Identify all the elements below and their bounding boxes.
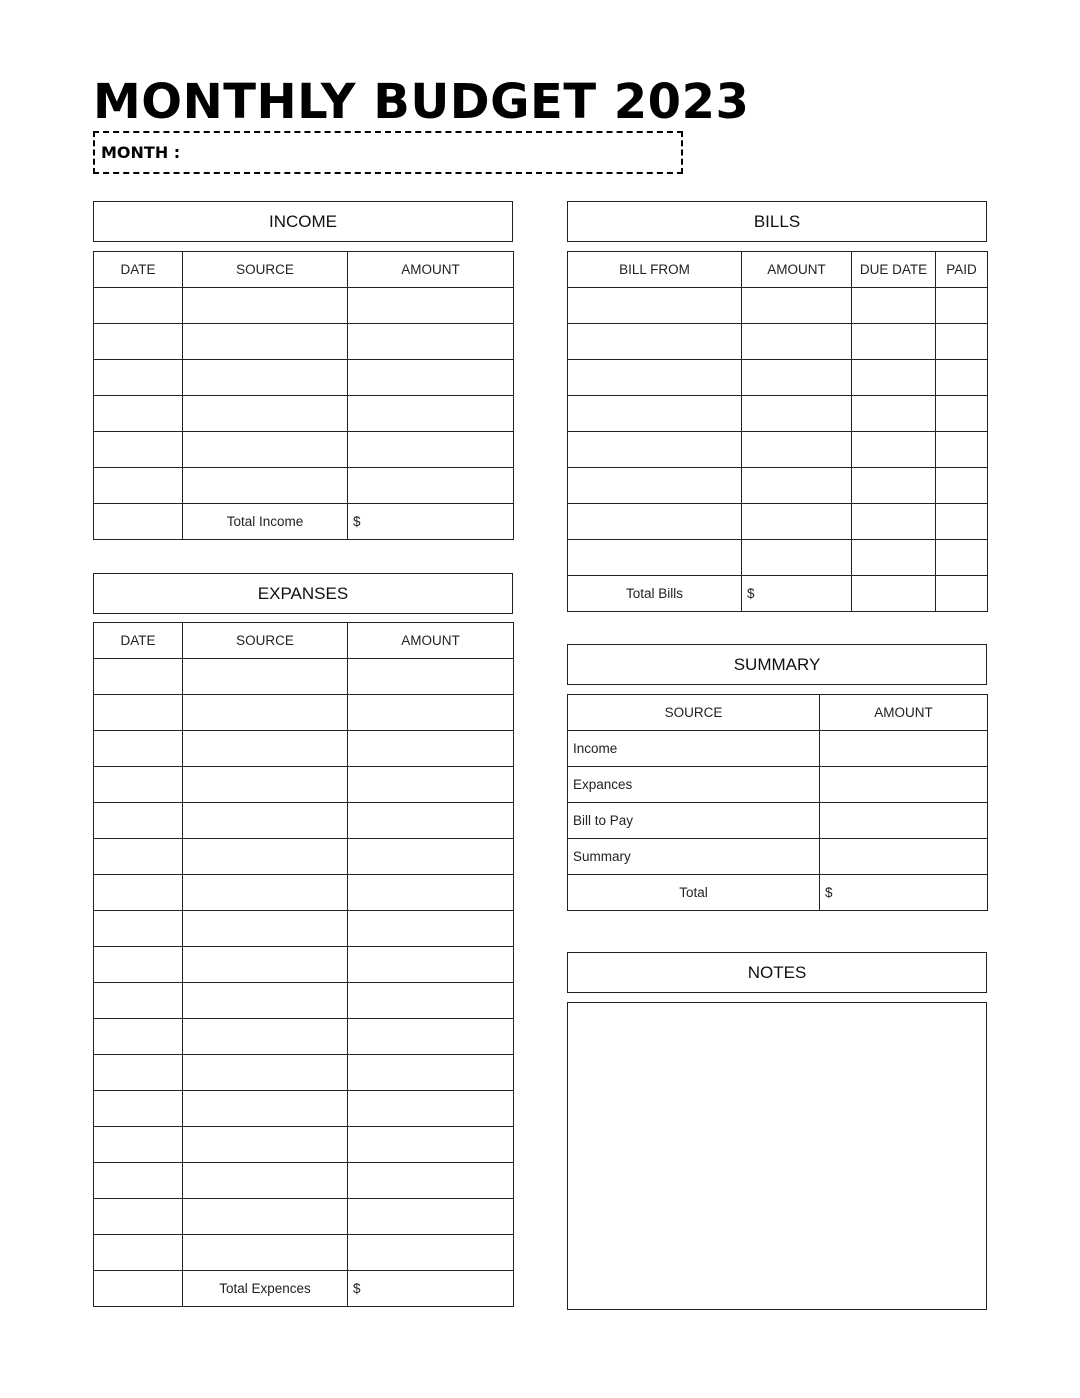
income-row — [94, 432, 514, 468]
bills-row — [568, 288, 988, 324]
bills-col-bill-from: BILL FROM — [568, 252, 742, 288]
bills-header-row — [568, 252, 988, 288]
bills-cell[interactable] — [936, 396, 988, 432]
notes-heading: NOTES — [567, 952, 987, 993]
expenses-cell[interactable] — [183, 695, 348, 731]
bills-cell[interactable] — [742, 288, 852, 324]
income-row — [94, 468, 514, 504]
expenses-cell[interactable] — [183, 803, 348, 839]
bills-cell[interactable] — [852, 360, 936, 396]
bills-row — [568, 504, 988, 540]
expenses-cell[interactable] — [183, 1163, 348, 1199]
summary-label-income: Income — [568, 731, 820, 767]
expenses-cell[interactable] — [94, 731, 183, 767]
expenses-cell[interactable] — [348, 911, 514, 947]
income-cell[interactable] — [94, 288, 183, 324]
expenses-cell[interactable] — [348, 1163, 514, 1199]
expenses-cell[interactable] — [348, 1235, 514, 1271]
expenses-col-date: DATE — [94, 623, 183, 659]
bills-cell[interactable] — [742, 468, 852, 504]
expenses-header-row — [94, 623, 514, 659]
bills-cell[interactable] — [742, 540, 852, 576]
expenses-cell[interactable] — [348, 659, 514, 695]
expenses-cell[interactable] — [183, 731, 348, 767]
bills-cell[interactable] — [852, 288, 936, 324]
expenses-row — [94, 659, 514, 695]
bills-col-paid: PAID — [936, 252, 988, 288]
expenses-cell[interactable] — [348, 875, 514, 911]
income-cell[interactable] — [183, 396, 348, 432]
income-cell[interactable] — [348, 468, 514, 504]
income-row — [94, 288, 514, 324]
expenses-row — [94, 1235, 514, 1271]
page-title: MONTHLY BUDGET 2023 — [93, 74, 750, 130]
month-field[interactable] — [93, 131, 683, 174]
income-cell[interactable] — [94, 432, 183, 468]
bills-cell[interactable] — [936, 360, 988, 396]
bills-cell[interactable] — [568, 288, 742, 324]
expenses-row — [94, 1127, 514, 1163]
expenses-row — [94, 803, 514, 839]
income-cell[interactable] — [94, 360, 183, 396]
bills-cell[interactable] — [742, 360, 852, 396]
expenses-cell[interactable] — [183, 659, 348, 695]
income-cell[interactable] — [348, 324, 514, 360]
expenses-cell[interactable] — [94, 1019, 183, 1055]
expenses-cell[interactable] — [348, 695, 514, 731]
income-header-row — [94, 252, 514, 288]
expenses-cell[interactable] — [94, 947, 183, 983]
bills-total-due-cell[interactable] — [852, 576, 936, 612]
month-label: MONTH : — [101, 143, 181, 162]
income-col-date: DATE — [94, 252, 183, 288]
expenses-row — [94, 875, 514, 911]
summary-row-summary — [568, 839, 988, 875]
income-col-amount: AMOUNT — [348, 252, 514, 288]
summary-total-row — [568, 875, 988, 911]
expenses-cell[interactable] — [94, 659, 183, 695]
expenses-cell[interactable] — [348, 1019, 514, 1055]
expenses-cell[interactable] — [94, 1163, 183, 1199]
expenses-cell[interactable] — [183, 839, 348, 875]
bills-cell[interactable] — [936, 288, 988, 324]
expenses-cell[interactable] — [348, 1199, 514, 1235]
bills-cell[interactable] — [568, 540, 742, 576]
income-table — [93, 251, 514, 540]
expenses-row — [94, 911, 514, 947]
expenses-row — [94, 983, 514, 1019]
expenses-total-amount[interactable]: $ — [348, 1271, 514, 1307]
bills-cell[interactable] — [742, 324, 852, 360]
bills-cell[interactable] — [568, 324, 742, 360]
expenses-cell[interactable] — [94, 1199, 183, 1235]
expenses-cell[interactable] — [183, 767, 348, 803]
expenses-row — [94, 947, 514, 983]
bills-cell[interactable] — [852, 540, 936, 576]
bills-cell[interactable] — [852, 504, 936, 540]
income-heading: INCOME — [93, 201, 513, 242]
expenses-row — [94, 731, 514, 767]
expenses-cell[interactable] — [348, 839, 514, 875]
income-row — [94, 360, 514, 396]
expenses-cell[interactable] — [183, 1199, 348, 1235]
expenses-cell[interactable] — [183, 947, 348, 983]
summary-amount-expances[interactable] — [820, 767, 988, 803]
income-cell[interactable] — [183, 324, 348, 360]
expenses-cell[interactable] — [183, 1055, 348, 1091]
income-cell[interactable] — [94, 324, 183, 360]
bills-total-paid-cell[interactable] — [936, 576, 988, 612]
expenses-cell[interactable] — [348, 767, 514, 803]
bills-cell[interactable] — [936, 504, 988, 540]
bills-row — [568, 540, 988, 576]
expenses-cell[interactable] — [94, 695, 183, 731]
bills-cell[interactable] — [568, 432, 742, 468]
income-cell[interactable] — [183, 360, 348, 396]
bills-col-due-date: DUE DATE — [852, 252, 936, 288]
bills-table — [567, 251, 988, 612]
expenses-cell[interactable] — [94, 983, 183, 1019]
expenses-total-label: Total Expences — [183, 1271, 348, 1307]
income-cell[interactable] — [348, 432, 514, 468]
bills-cell[interactable] — [568, 504, 742, 540]
summary-label-bill-to-pay: Bill to Pay — [568, 803, 820, 839]
bills-row — [568, 324, 988, 360]
expenses-cell[interactable] — [348, 947, 514, 983]
income-row — [94, 396, 514, 432]
income-total-row — [94, 504, 514, 540]
expenses-col-amount: AMOUNT — [348, 623, 514, 659]
summary-label-summary: Summary — [568, 839, 820, 875]
bills-cell[interactable] — [852, 468, 936, 504]
expenses-row — [94, 1199, 514, 1235]
expenses-cell[interactable] — [348, 1055, 514, 1091]
income-total-label: Total Income — [183, 504, 348, 540]
income-col-source: SOURCE — [183, 252, 348, 288]
bills-cell[interactable] — [568, 396, 742, 432]
expenses-row — [94, 1091, 514, 1127]
expenses-row — [94, 1055, 514, 1091]
summary-amount-summary[interactable] — [820, 839, 988, 875]
expenses-cell[interactable] — [94, 875, 183, 911]
expenses-cell[interactable] — [348, 731, 514, 767]
expenses-cell[interactable] — [348, 1127, 514, 1163]
expenses-heading: EXPANSES — [93, 573, 513, 614]
income-cell[interactable] — [183, 432, 348, 468]
expenses-cell[interactable] — [94, 839, 183, 875]
summary-amount-income[interactable] — [820, 731, 988, 767]
bills-heading: BILLS — [567, 201, 987, 242]
income-cell[interactable] — [348, 360, 514, 396]
summary-table — [567, 694, 988, 911]
income-total-date-cell[interactable] — [94, 504, 183, 540]
expenses-cell[interactable] — [183, 911, 348, 947]
summary-col-amount: AMOUNT — [820, 695, 988, 731]
expenses-cell[interactable] — [183, 1019, 348, 1055]
summary-total-amount[interactable]: $ — [820, 875, 988, 911]
expenses-row — [94, 1019, 514, 1055]
expenses-cell[interactable] — [183, 875, 348, 911]
summary-header-row — [568, 695, 988, 731]
bills-cell[interactable] — [568, 468, 742, 504]
bills-row — [568, 468, 988, 504]
expenses-cell[interactable] — [183, 1235, 348, 1271]
expenses-cell[interactable] — [183, 983, 348, 1019]
bills-total-label: Total Bills — [568, 576, 742, 612]
expenses-cell[interactable] — [348, 983, 514, 1019]
expenses-cell[interactable] — [94, 1127, 183, 1163]
summary-heading: SUMMARY — [567, 644, 987, 685]
summary-col-source: SOURCE — [568, 695, 820, 731]
expenses-row — [94, 839, 514, 875]
expenses-cell[interactable] — [183, 1127, 348, 1163]
expenses-cell[interactable] — [94, 911, 183, 947]
bills-cell[interactable] — [936, 324, 988, 360]
bills-cell[interactable] — [936, 540, 988, 576]
bills-total-amount[interactable]: $ — [742, 576, 852, 612]
summary-label-expances: Expances — [568, 767, 820, 803]
bills-cell[interactable] — [852, 396, 936, 432]
expenses-table — [93, 622, 514, 1307]
expenses-total-row — [94, 1271, 514, 1307]
expenses-cell[interactable] — [94, 1235, 183, 1271]
expenses-cell[interactable] — [348, 1091, 514, 1127]
summary-total-label: Total — [568, 875, 820, 911]
income-cell[interactable] — [183, 288, 348, 324]
expenses-total-date-cell[interactable] — [94, 1271, 183, 1307]
expenses-row — [94, 767, 514, 803]
bills-col-amount: AMOUNT — [742, 252, 852, 288]
expenses-row — [94, 1163, 514, 1199]
expenses-cell[interactable] — [94, 1091, 183, 1127]
expenses-cell[interactable] — [94, 803, 183, 839]
bills-cell[interactable] — [742, 504, 852, 540]
bills-cell[interactable] — [568, 360, 742, 396]
income-cell[interactable] — [94, 468, 183, 504]
bills-cell[interactable] — [936, 432, 988, 468]
income-cell[interactable] — [348, 288, 514, 324]
expenses-row — [94, 695, 514, 731]
income-cell[interactable] — [348, 396, 514, 432]
income-total-amount[interactable]: $ — [348, 504, 514, 540]
expenses-col-source: SOURCE — [183, 623, 348, 659]
bills-row — [568, 360, 988, 396]
notes-area[interactable] — [567, 1002, 987, 1310]
summary-row-expances — [568, 767, 988, 803]
summary-amount-bill-to-pay[interactable] — [820, 803, 988, 839]
bills-cell[interactable] — [936, 468, 988, 504]
bills-cell[interactable] — [852, 432, 936, 468]
income-row — [94, 324, 514, 360]
bills-row — [568, 396, 988, 432]
expenses-cell[interactable] — [183, 1091, 348, 1127]
expenses-cell[interactable] — [348, 803, 514, 839]
expenses-cell[interactable] — [94, 767, 183, 803]
bills-cell[interactable] — [742, 396, 852, 432]
bills-total-row — [568, 576, 988, 612]
summary-row-income — [568, 731, 988, 767]
income-cell[interactable] — [183, 468, 348, 504]
bills-cell[interactable] — [742, 432, 852, 468]
summary-row-bill-to-pay — [568, 803, 988, 839]
income-cell[interactable] — [94, 396, 183, 432]
expenses-cell[interactable] — [94, 1055, 183, 1091]
bills-row — [568, 432, 988, 468]
bills-cell[interactable] — [852, 324, 936, 360]
